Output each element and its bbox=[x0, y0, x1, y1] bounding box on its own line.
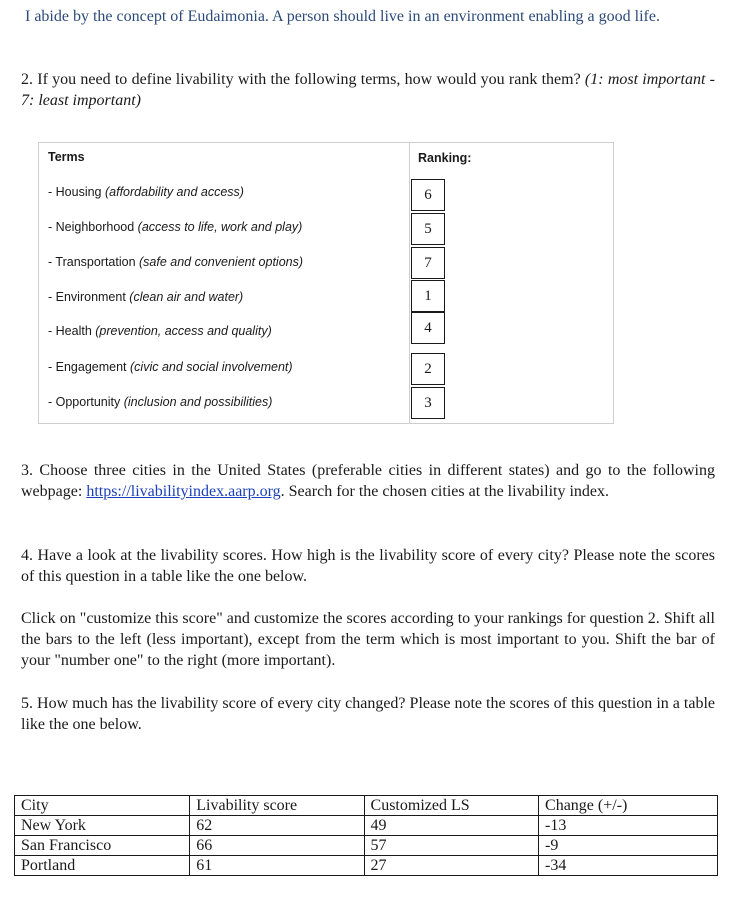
cell-customized-ls: 27 bbox=[364, 856, 539, 876]
city-scores-table bbox=[14, 795, 718, 876]
header-city: City bbox=[15, 796, 190, 816]
question-2-note: (1: most important - 7: least important) bbox=[21, 71, 716, 109]
table-header-row bbox=[15, 796, 718, 816]
term-label: - Environment bbox=[48, 290, 130, 304]
table-row bbox=[15, 856, 718, 876]
question-3 bbox=[21, 460, 715, 502]
term-label: - Housing bbox=[48, 185, 105, 199]
term-desc: (prevention, access and quality) bbox=[95, 324, 272, 338]
cell-city: Portland bbox=[15, 856, 190, 876]
table-row bbox=[15, 816, 718, 836]
rank-box-engagement[interactable]: 2 bbox=[411, 353, 445, 385]
term-label: - Health bbox=[48, 324, 96, 338]
intro-paragraph bbox=[21, 6, 715, 27]
cell-change: -9 bbox=[539, 836, 718, 856]
rank-box-environment[interactable]: 1 bbox=[411, 280, 445, 312]
cell-city: San Francisco bbox=[15, 836, 190, 856]
term-engagement bbox=[48, 360, 293, 374]
question-2 bbox=[21, 69, 715, 111]
rank-box-transportation[interactable]: 7 bbox=[411, 247, 445, 279]
term-housing bbox=[48, 185, 244, 199]
table-row bbox=[15, 836, 718, 856]
cell-livability-score: 66 bbox=[190, 836, 364, 856]
cell-customized-ls: 49 bbox=[364, 816, 539, 836]
ranking-header: Ranking: bbox=[418, 151, 472, 165]
header-change: Change (+/-) bbox=[539, 796, 718, 816]
rank-box-housing[interactable]: 6 bbox=[411, 179, 445, 211]
term-desc: (clean air and water) bbox=[129, 290, 244, 304]
term-desc: (inclusion and possibilities) bbox=[123, 395, 273, 409]
question-4-text: 4. Have a look at the livability scores. How high is the livability score of every city? Please note the scores of this question in a table like the one below. bbox=[21, 547, 715, 585]
term-label: - Engagement bbox=[48, 360, 130, 374]
term-label: - Transportation bbox=[48, 255, 140, 269]
cell-customized-ls: 57 bbox=[364, 836, 539, 856]
rank-box-opportunity[interactable]: 3 bbox=[411, 387, 445, 419]
question-4 bbox=[21, 545, 715, 587]
header-livability-score: Livability score bbox=[190, 796, 364, 816]
term-desc: (safe and convenient options) bbox=[139, 255, 304, 269]
header-customized-ls: Customized LS bbox=[364, 796, 539, 816]
term-desc: (access to life, work and play) bbox=[137, 220, 303, 234]
cell-livability-score: 62 bbox=[190, 816, 364, 836]
ranking-table bbox=[38, 142, 614, 424]
cell-livability-score: 61 bbox=[190, 856, 364, 876]
term-transportation bbox=[48, 255, 303, 269]
rank-box-health[interactable]: 4 bbox=[411, 312, 445, 344]
customize-text: Click on "customize this score" and customize the scores according to your rankings for question 2. Shift all the bars to the left (less important), except from the term which is most important to you. Shift the bar of your "number one" to the right (more important). bbox=[21, 610, 715, 669]
rank-box-neighborhood[interactable]: 5 bbox=[411, 213, 445, 245]
term-desc: (affordability and access) bbox=[104, 185, 244, 199]
question-5-text: 5. How much has the livability score of every city changed? Please note the scores of this question in a table like the one below. bbox=[21, 695, 715, 733]
ranking-divider bbox=[409, 143, 410, 423]
cell-change: -34 bbox=[539, 856, 718, 876]
term-label: - Neighborhood bbox=[48, 220, 138, 234]
term-neighborhood bbox=[48, 220, 302, 234]
livability-index-link[interactable]: https://livabilityindex.aarp.org bbox=[86, 483, 281, 500]
term-desc: (civic and social involvement) bbox=[130, 360, 293, 374]
question-2-text: 2. If you need to define livability with the following terms, how would you rank them? bbox=[21, 71, 585, 88]
cell-change: -13 bbox=[539, 816, 718, 836]
term-opportunity bbox=[48, 395, 272, 409]
terms-header: Terms bbox=[48, 150, 85, 164]
cell-city: New York bbox=[15, 816, 190, 836]
term-health bbox=[48, 324, 272, 338]
term-label: - Opportunity bbox=[48, 395, 124, 409]
question-3-text: 3. Choose three cities in the United States (preferable cities in different states) and go to the following webpage: bbox=[21, 462, 715, 500]
question-5 bbox=[21, 693, 715, 735]
customize-instructions bbox=[21, 608, 715, 671]
term-environment bbox=[48, 290, 243, 304]
intro-text: I abide by the concept of Eudaimonia. A person should live in an environment enabling a good life. bbox=[25, 8, 660, 25]
question-3-text-end: . Search for the chosen cities at the livability index. bbox=[280, 483, 609, 500]
